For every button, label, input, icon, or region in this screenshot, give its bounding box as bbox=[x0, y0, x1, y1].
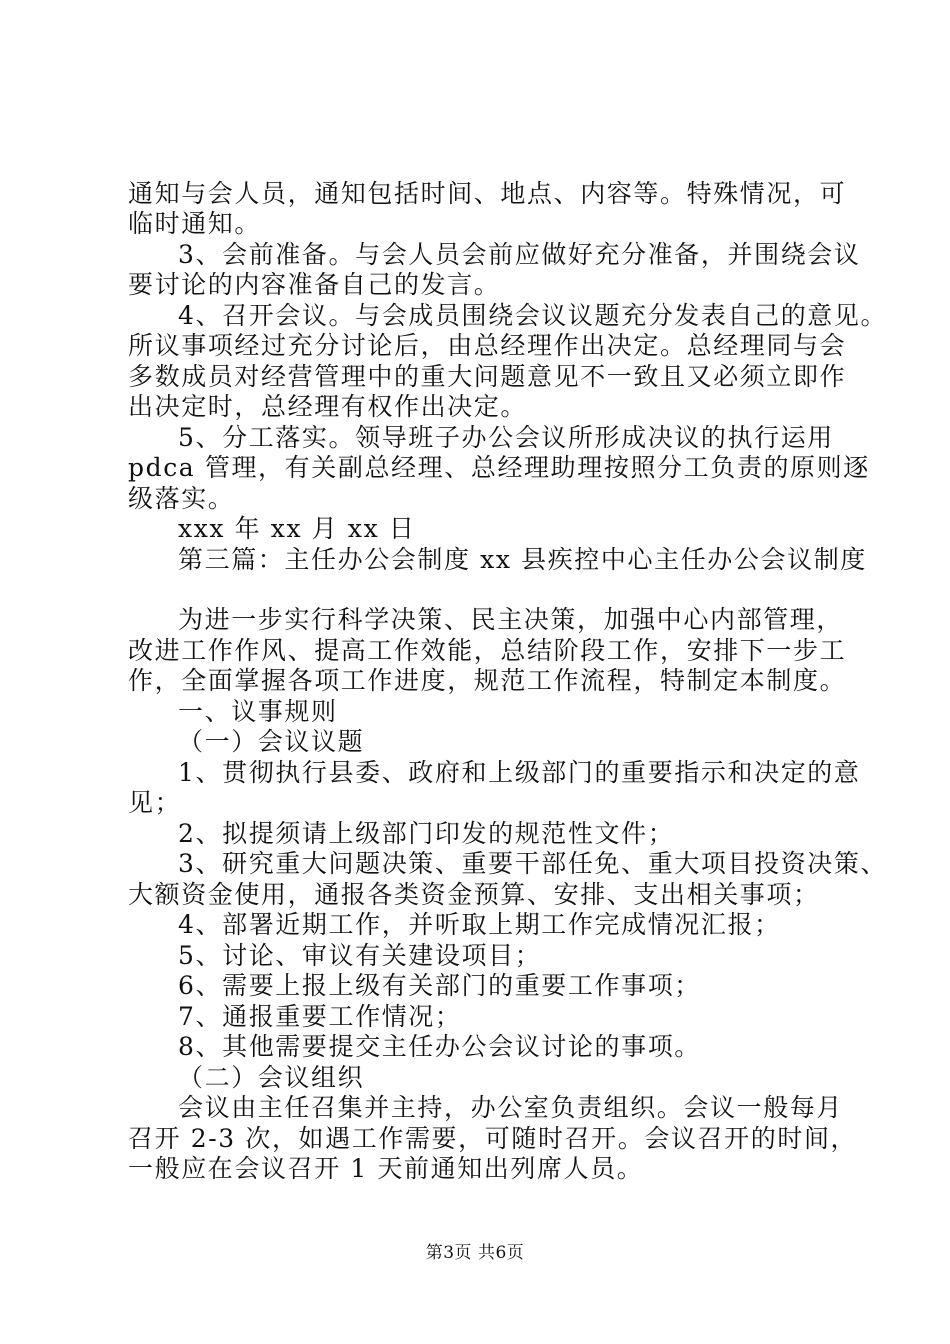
body-text-line: 临时通知。 bbox=[128, 209, 262, 238]
body-text-line: 5、分工落实。领导班子办公会议所形成决议的执行运用 bbox=[178, 423, 834, 452]
body-text-line: 4、召开会议。与会成员围绕会议议题充分发表自己的意见。 bbox=[178, 301, 888, 330]
body-text-line: 一般应在会议召开 1 天前通知出列席人员。 bbox=[128, 1154, 644, 1183]
list-item-continuation: 见； bbox=[128, 788, 182, 817]
list-item: 1、贯彻执行县委、政府和上级部门的重要指示和决定的意 bbox=[178, 758, 861, 787]
body-text-line: 召开 2-3 次，如遇工作需要，可随时召开。会议召开的时间， bbox=[128, 1124, 858, 1153]
subsection-heading: 一、议事规则 bbox=[178, 697, 338, 726]
body-text-line: 级落实。 bbox=[128, 484, 235, 513]
body-text-line: 作，全面掌握各项工作进度，规范工作流程，特制定本制度。 bbox=[128, 666, 847, 695]
list-item-continuation: 大额资金使用，通报各类资金预算、安排、支出相关事项； bbox=[128, 880, 820, 909]
body-text-line: pdca 管理，有关副总经理、总经理助理按照分工负责的原则逐 bbox=[128, 453, 870, 482]
body-text-line: 会议由主任召集并主持，办公室负责组织。会议一般每月 bbox=[178, 1093, 844, 1122]
body-text-line: 所议事项经过充分讨论后，由总经理作出决定。总经理同与会 bbox=[128, 331, 847, 360]
list-item: 2、拟提须请上级部门印发的规范性文件； bbox=[178, 819, 675, 848]
body-text-line: 为进一步实行科学决策、民主决策，加强中心内部管理， bbox=[178, 605, 844, 634]
body-text-line: 要讨论的内容准备自己的发言。 bbox=[128, 270, 501, 299]
date-line: xxx 年 xx 月 xx 日 bbox=[178, 514, 416, 543]
body-text-line: 出决定时，总经理有权作出决定。 bbox=[128, 392, 528, 421]
list-item: 7、通报重要工作情况； bbox=[178, 1002, 462, 1031]
body-text-line: 改进工作作风、提高工作效能，总结阶段工作，安排下一步工 bbox=[128, 636, 847, 665]
list-item: 3、研究重大问题决策、重要干部任免、重大项目投资决策、 bbox=[178, 849, 888, 878]
list-item: 8、其他需要提交主任办公会议讨论的事项。 bbox=[178, 1032, 701, 1061]
list-item: 5、讨论、审议有关建设项目； bbox=[178, 941, 542, 970]
body-text-line: 3、会前准备。与会人员会前应做好充分准备，并围绕会议 bbox=[178, 240, 861, 269]
body-text-line: 通知与会人员，通知包括时间、地点、内容等。特殊情况，可 bbox=[128, 179, 847, 208]
section-heading: 第三篇：主任办公会制度 xx 县疾控中心主任办公会议制度 bbox=[178, 545, 867, 574]
body-text-line: 多数成员对经营管理中的重大问题意见不一致且又必须立即作 bbox=[128, 362, 847, 391]
subsection-heading: （二）会议组织 bbox=[178, 1063, 365, 1092]
subsection-heading: （一）会议议题 bbox=[178, 727, 365, 756]
list-item: 4、部署近期工作，并听取上期工作完成情况汇报； bbox=[178, 910, 781, 939]
page-footer: 第3页 共6页 bbox=[425, 1243, 525, 1263]
list-item: 6、需要上报上级有关部门的重要工作事项； bbox=[178, 971, 701, 1000]
